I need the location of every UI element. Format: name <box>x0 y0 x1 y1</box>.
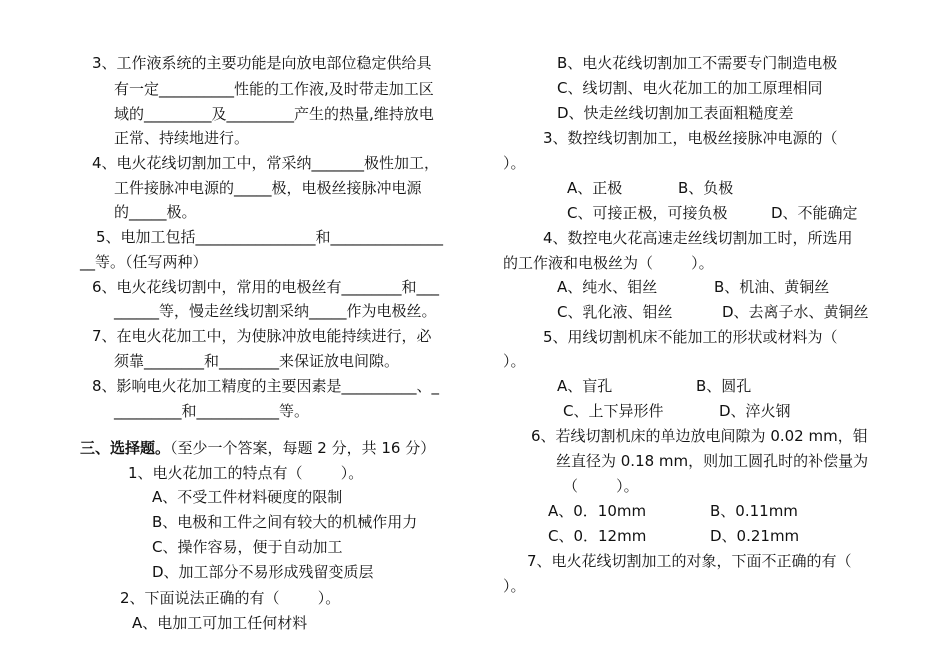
c1-stem: 1、电火花加工的特点有（ ）。 <box>128 464 364 482</box>
c6-stem-1: 6、若线切割机床的单边放电间隙为 0.02 mm，钼 <box>531 427 868 445</box>
q7-line-1: 7、在电火花加工中，为使脉冲放电能持续进行，必 <box>92 327 432 345</box>
q4-line-1: 4、电火花线切割加工中，常采纳_______极性加工， <box>92 154 440 172</box>
c2-option-a: A、电加工可加工任何材料 <box>132 614 308 632</box>
q8-line-2: _________和___________等。 <box>114 402 310 420</box>
c3-option-c: C、可接正极，可接负极 <box>567 204 728 222</box>
c3-stem-2: ）。 <box>503 154 526 172</box>
q3-line-1: 3、工作液系统的主要功能是向放电部位稳定供给具 <box>92 54 432 72</box>
c6-option-b: B、0.11mm <box>710 502 798 520</box>
section-3-note: （至少一个答案，每题 2 分，共 16 分） <box>170 439 436 457</box>
q8-line-1: 8、影响电火花加工精度的主要因素是__________、_ <box>92 377 440 395</box>
c4-option-a: A、纯水、钼丝 <box>557 278 658 296</box>
c5-stem-2: ）。 <box>503 352 526 370</box>
q4-line-3: 的_____极。 <box>114 203 197 221</box>
q3-line-2: 有一定__________性能的工作液,及时带走加工区 <box>114 80 434 98</box>
c1-option-d: D、加工部分不易形成残留变质层 <box>152 563 374 581</box>
section-3-heading <box>80 438 435 458</box>
c6-option-c: C、0．12mm <box>548 527 647 545</box>
c2-stem: 2、下面说法正确的有（ ）。 <box>120 589 341 607</box>
c6-option-a: A、0．10mm <box>548 502 647 520</box>
q5-line-1: 5、电加工包括________________和_______________ <box>96 228 444 246</box>
c3-stem-1: 3、数控线切割加工，电极丝接脉冲电源的（ <box>543 129 838 147</box>
c5-option-c: C、上下异形件 <box>563 402 664 420</box>
c4-stem-2: 的工作液和电极丝为（ ）。 <box>503 254 714 272</box>
c5-option-d: D、淬火钢 <box>719 402 791 420</box>
c5-option-b: B、圆孔 <box>696 377 752 395</box>
c1-option-c: C、操作容易，便于自动加工 <box>152 538 343 556</box>
c3-option-a: A、正极 <box>567 179 623 197</box>
c2-option-d: D、快走丝线切割加工表面粗糙度差 <box>557 104 794 122</box>
q7-line-2: 须靠________和________来保证放电间隙。 <box>114 352 400 370</box>
c5-stem-1: 5、用线切割机床不能加工的形状或材料为（ <box>543 328 838 346</box>
q3-line-3: 域的_________及_________产生的热量,维持放电 <box>114 105 434 123</box>
q6-line-2: ______等，慢走丝线切割采纳_____作为电极丝。 <box>114 302 437 320</box>
c4-option-b: B、机油、黄铜丝 <box>714 278 830 296</box>
c7-stem-2: ）。 <box>503 577 526 595</box>
c2-option-b: B、电火花线切割加工不需要专门制造电极 <box>557 54 838 72</box>
section-3-title: 三、选择题。 <box>80 439 171 457</box>
c2-option-c: C、线切割、电火花加工的加工原理相同 <box>557 79 823 97</box>
c6-stem-2: 丝直径为 0.18 mm，则加工圆孔时的补偿量为 <box>556 452 869 470</box>
c5-option-a: A、盲孔 <box>557 377 613 395</box>
q5-line-2: __等。（任写两种） <box>80 253 208 271</box>
c1-option-a: A、不受工件材料硬度的限制 <box>152 488 343 506</box>
c6-option-d: D、0.21mm <box>710 527 800 545</box>
c4-option-c: C、乳化液、钼丝 <box>557 303 673 321</box>
c4-option-d: D、去离子水、黄铜丝 <box>722 303 869 321</box>
c7-stem-1: 7、电火花线切割加工的对象，下面不正确的有（ <box>527 552 852 570</box>
c3-option-b: B、负极 <box>678 179 734 197</box>
c3-option-d: D、不能确定 <box>771 204 858 222</box>
q3-line-4: 正常、持续地进行。 <box>114 129 250 147</box>
c1-option-b: B、电极和工件之间有较大的机械作用力 <box>152 513 418 531</box>
c4-stem-1: 4、数控电火花高速走丝线切割加工时，所选用 <box>543 229 853 247</box>
q6-line-1: 6、电火花线切割中，常用的电极丝有________和___ <box>92 278 440 296</box>
c6-stem-3: （ ）。 <box>563 477 639 495</box>
q4-line-2: 工件接脉冲电源的_____极，电极丝接脉冲电源 <box>114 179 422 197</box>
